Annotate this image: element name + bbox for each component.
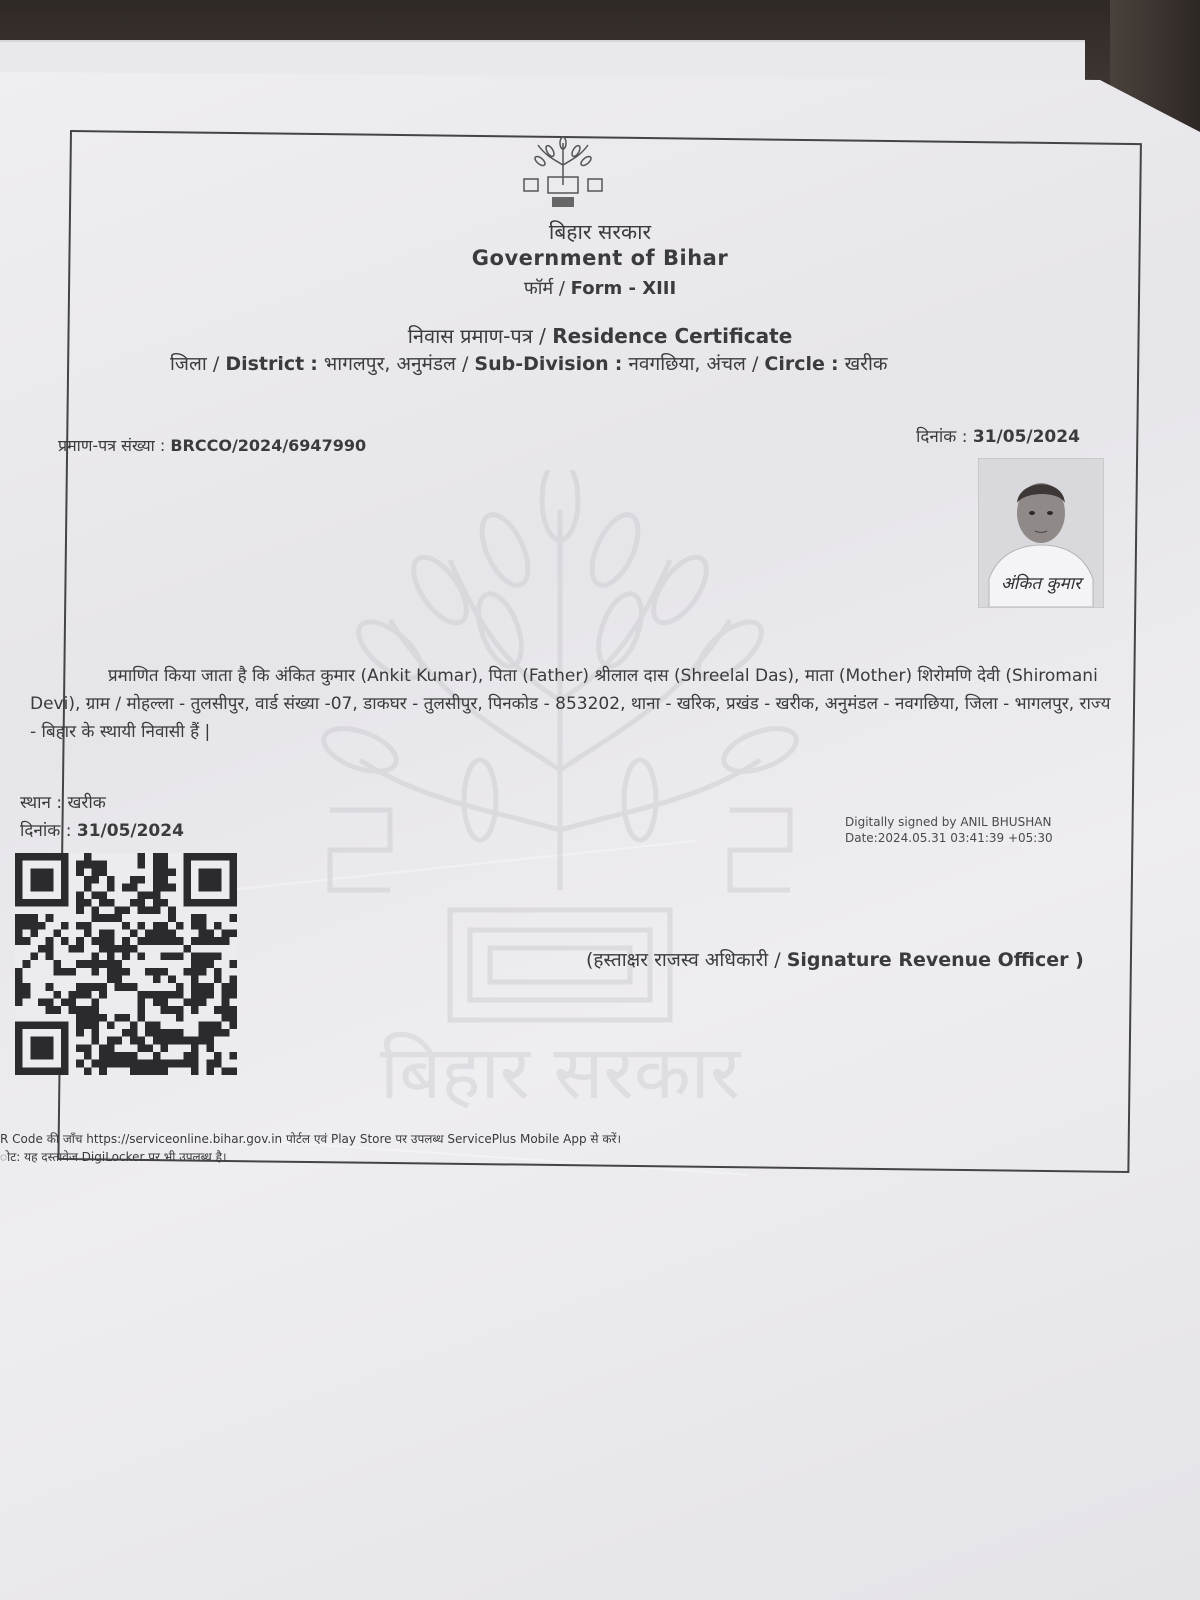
certificate-title: निवास प्रमाण-पत्र / Residence Certificate (407, 324, 793, 348)
jurisdiction-line: जिला / District : भागलपुर, अनुमंडल / Sub-Division : नवगछिया, अंचल / Circle : खरीक (170, 353, 888, 375)
subdivision-label-english: Sub-Division (474, 353, 609, 375)
bihar-emblem-logo (520, 135, 606, 213)
bodhi-tree-watermark (300, 470, 820, 1110)
circle-value: खरीक (844, 353, 888, 375)
signing-date-label: दिनांक : (20, 821, 72, 841)
qr-verification-note: R Code की जाँच https://serviceonline.bihar.gov.in पोर्टल एवं Play Store पर उपलब्ध ServicePlus Mobile App से करें। (0, 1132, 622, 1146)
govt-title-hindi: बिहार सरकार (548, 220, 652, 244)
signatory-designation-hindi: (हस्ताक्षर राजस्व अधिकारी / (586, 949, 781, 971)
signatory-designation-english: Signature Revenue Officer ) (786, 949, 1084, 971)
signing-date (20, 818, 184, 841)
form-number: फॉर्म / Form - XIII (523, 278, 677, 299)
signing-date-value: 31/05/2024 (76, 821, 184, 841)
issue-date (916, 424, 1080, 447)
place-label: स्थान : (20, 793, 63, 813)
certificate-number-label: प्रमाण-पत्र संख्या : (58, 436, 166, 455)
digital-signature-date: Date:2024.05.31 03:41:39 +05:30 (845, 831, 1053, 845)
issue-date-label: दिनांक : (916, 427, 968, 447)
district-label-hindi: जिला (170, 353, 207, 375)
certification-statement: प्रमाणित किया जाता है कि अंकित कुमार (Ankit Kumar), पिता (Father) श्रीलाल दास (Shreelal Das), माता (Mother) शिरोमणि देवी (Shiromani Devi), ग्राम / मोहल्ला - तुलसीपुर, वार्ड संख्या -07, डाकघर - तुलसीपुर, पिनकोड - 853202, थाना - खरिक, प्रखंड - खरीक, अनुमंडल - नवगछिया, जिला - भागलपुर, राज्य - बिहार के स्थायी निवासी हैं | (30, 666, 1111, 742)
place-value: खरीक (67, 793, 106, 813)
issue-date-value: 31/05/2024 (972, 427, 1080, 447)
certificate-number (58, 434, 366, 456)
signatory-designation (586, 946, 1084, 972)
digital-signature (845, 814, 1053, 846)
qr-code[interactable] (12, 853, 240, 1075)
digital-signature-signer: Digitally signed by ANIL BHUSHAN (845, 815, 1052, 829)
certificate-title-hindi: निवास प्रमाण-पत्र (407, 324, 533, 348)
photo-signature: अंकित कुमार (1000, 574, 1082, 594)
subdivision-value: नवगछिया, (628, 353, 701, 375)
subdivision-label-hindi: अनुमंडल (396, 353, 456, 375)
applicant-photo (978, 458, 1104, 608)
circle-label-hindi: अंचल (706, 353, 746, 375)
certificate-number-value: BRCCO/2024/6947990 (170, 436, 367, 455)
certificate-title-english: Residence Certificate (552, 324, 793, 348)
form-label-hindi: फॉर्म (523, 278, 554, 299)
circle-label-english: Circle (764, 353, 825, 375)
watermark-text: बिहार सरकार (379, 1030, 741, 1110)
district-value: भागलपुर, (323, 353, 391, 375)
district-label-english: District (225, 353, 305, 375)
digilocker-note: ोट: यह दस्तावेज DigiLocker पर भी उपलब्ध है। (0, 1150, 227, 1164)
govt-title-english: Government of Bihar (471, 246, 729, 270)
place (20, 790, 106, 813)
form-label-english: Form - XIII (570, 278, 677, 299)
